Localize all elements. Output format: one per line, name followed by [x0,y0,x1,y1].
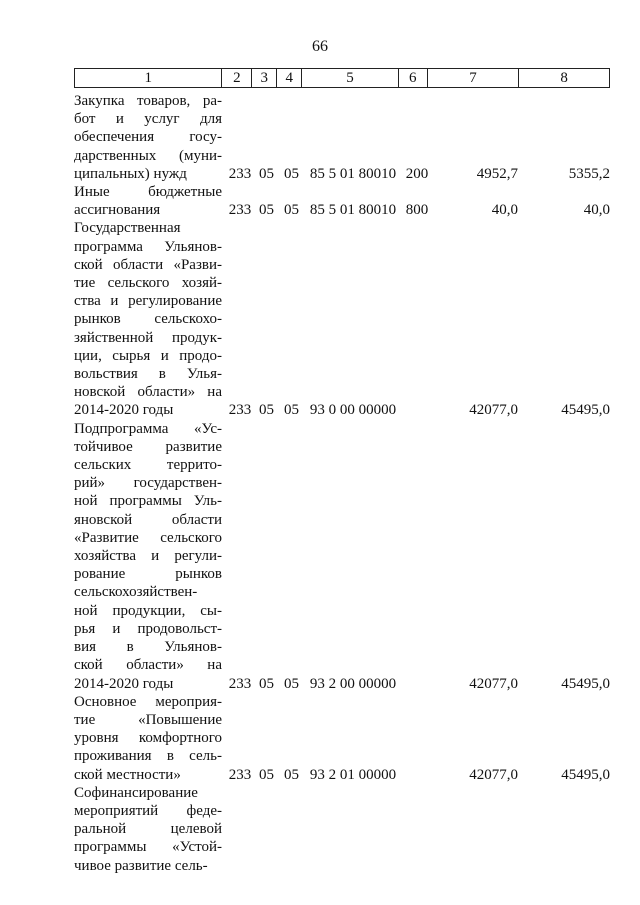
cell-c3: 05 [259,675,274,692]
description-line: рование рынков [74,566,222,583]
cell-c3: 05 [259,402,274,419]
row-description [74,784,226,875]
row-description [74,420,226,693]
description-line: новской области» на [74,384,222,401]
cell-c3: 05 [259,202,274,219]
cell-c8: 45495,0 [561,766,610,783]
table-header [74,68,610,88]
description-line: ной продукции, сы- [74,602,222,619]
description-line: мероприятий феде- [74,802,222,819]
cell-c4: 05 [284,402,299,419]
header-col-2: 2 [222,69,252,87]
description-line: уровня комфортного [74,730,222,747]
header-col-4: 4 [277,69,302,87]
cell-c3: 05 [259,165,274,182]
description-line: вольствия в Улья- [74,366,222,383]
header-col-8: 8 [560,70,568,86]
description-line: программа Ульянов- [74,238,222,255]
description-line: ской области «Разви- [74,256,222,273]
cell-c7: 40,0 [491,202,518,219]
description-line: тойчивое развитие [74,438,222,455]
table-row [74,693,610,784]
cell-c5: 93 0 00 00000 [309,402,397,419]
table-row [74,183,610,219]
description-line: Закупка товаров, ра- [74,93,222,109]
cell-c2: 233 [228,402,252,419]
cell-c4: 05 [284,202,299,219]
table-row [74,784,610,875]
description-line: Софинансирование [74,784,198,801]
description-line: проживания в сель- [74,748,222,765]
description-line: рынков сельскохо- [74,311,222,328]
description-line: 2014-2020 годы [74,402,174,419]
cell-c8: 40,0 [583,202,610,219]
row-values [226,693,610,784]
description-line: сельскохозяйствен- [74,584,198,601]
header-col-7: 7 [428,69,520,87]
cell-c8: 45495,0 [561,402,610,419]
cell-c4: 05 [284,675,299,692]
description-line: Государственная [74,220,181,237]
description-line: ральной целевой [74,821,222,838]
table-row [74,219,610,419]
table-row [74,92,610,183]
row-description [74,693,226,784]
description-line: рий» государствен- [74,475,222,492]
row-values [226,92,610,183]
description-line: 2014-2020 годы [74,675,174,692]
description-line: яновской области [74,511,222,528]
row-values [226,784,610,875]
cell-c6: 800 [405,202,429,219]
cell-c2: 233 [228,766,252,783]
description-line: тие «Повышение [74,711,222,728]
description-line: Иные бюджетные [74,184,222,201]
cell-c8: 5355,2 [568,165,610,182]
cell-c8: 45495,0 [561,675,610,692]
description-line: ской области» на [74,657,222,674]
row-description [74,183,226,219]
cell-c4: 05 [284,766,299,783]
description-line: ской местности» [74,766,181,783]
cell-c5: 93 2 00 00000 [309,675,397,692]
table-body [74,92,610,875]
header-col-1: 1 [75,69,222,87]
description-line: обеспечения госу- [74,129,222,146]
description-line: ципальных) нужд [74,165,187,182]
description-line: ной программы Уль- [74,493,222,510]
description-line: зяйственной продук- [74,329,222,346]
description-line: тие сельского хозяй- [74,275,222,292]
table-row [74,420,610,693]
description-line: чивое развитие сель- [74,857,208,874]
cell-c5: 85 5 01 80010 [309,165,397,182]
cell-c2: 233 [228,675,252,692]
row-description [74,92,226,183]
header-col-6: 6 [399,69,428,87]
row-values [226,420,610,693]
description-line: хозяйства и регули- [74,548,222,565]
description-line: бот и услуг для [74,111,222,128]
header-col-3: 3 [252,69,277,87]
description-line: дарственных (муни- [74,147,222,164]
description-line: «Развитие сельского [74,529,222,546]
cell-c7: 42077,0 [469,675,518,692]
cell-c4: 05 [284,165,299,182]
description-line: ства и регулирование [74,293,222,310]
description-line: Подпрограмма «Ус- [74,420,222,437]
cell-c5: 93 2 01 00000 [309,766,397,783]
row-description [74,219,226,419]
description-line: программы «Устой- [74,839,222,856]
cell-c7: 42077,0 [469,402,518,419]
description-line: сельских террито- [74,457,222,474]
page-number: 66 [312,38,328,55]
row-values [226,219,610,419]
cell-c2: 233 [228,165,252,182]
cell-c7: 4952,7 [476,165,518,182]
header-col-5: 5 [302,69,399,87]
description-line: рья и продовольст- [74,620,222,637]
description-line: ции, сырья и продо- [74,347,222,364]
description-line: Основное мероприя- [74,693,222,710]
cell-c6: 200 [405,165,429,182]
description-line: ассигнования [74,202,161,219]
row-values [226,183,610,219]
cell-c2: 233 [228,202,252,219]
cell-c7: 42077,0 [469,766,518,783]
description-line: вия в Ульянов- [74,639,222,656]
cell-c3: 05 [259,766,274,783]
cell-c5: 85 5 01 80010 [309,202,397,219]
